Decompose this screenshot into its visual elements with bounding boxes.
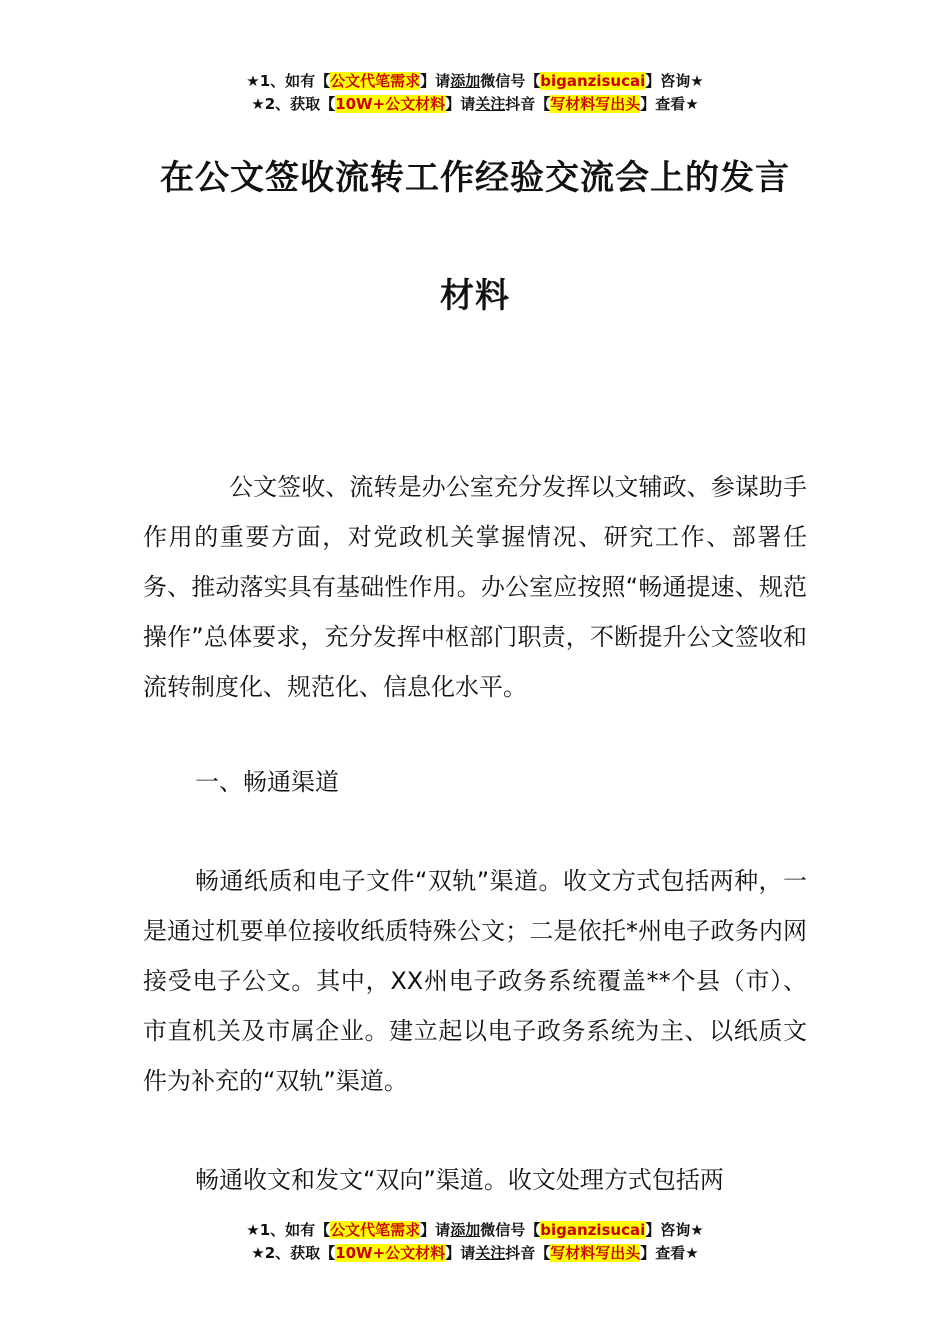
banner-text: 】请 xyxy=(420,1221,451,1239)
banner-highlight: biganzisucai xyxy=(540,72,646,90)
document-title: 在公文签收流转工作经验交流会上的发言 xyxy=(160,158,790,198)
banner-text: ★2、获取【 xyxy=(251,1244,336,1262)
banner-text: 微信号【 xyxy=(480,1221,541,1239)
banner-highlight: 公文代笔需求 xyxy=(330,72,421,90)
document-title-continuation: 材料 xyxy=(440,276,510,316)
banner-text: 微信号【 xyxy=(480,72,541,90)
banner-text: 】请 xyxy=(445,1244,476,1262)
banner-highlight: 写材料写出头 xyxy=(550,1244,641,1262)
banner-text: 】咨询★ xyxy=(645,72,704,90)
banner-underline: 关注 xyxy=(475,1244,506,1262)
banner-line-1 xyxy=(0,1219,950,1242)
banner-highlight: 写材料写出头 xyxy=(550,95,641,113)
banner-text: 】查看★ xyxy=(640,1244,699,1262)
banner-highlight: 10W+公文材料 xyxy=(335,95,446,113)
banner-text: ★1、如有【 xyxy=(246,72,331,90)
body-paragraph: 畅通纸质和电子文件“双轨”渠道。收文方式包括两种，一是通过机要单位接收纸质特殊公文；二是依托*州电子政务内网接受电子公文。其中，XX州电子政务系统覆盖**个县（市）、市直机关及市属企业。建立起以电子政务系统为主、以纸质文件为补充的“双轨”渠道。 xyxy=(143,867,807,1095)
banner-text: 】咨询★ xyxy=(645,1221,704,1239)
banner-line-1 xyxy=(0,70,950,93)
banner-line-2 xyxy=(0,93,950,116)
section-heading: 一、畅通渠道 xyxy=(195,768,339,796)
banner-text: ★1、如有【 xyxy=(246,1221,331,1239)
banner-text: 】查看★ xyxy=(640,95,699,113)
body-paragraph: 畅通收文和发文“双向”渠道。收文处理方式包括两 xyxy=(195,1166,724,1194)
banner-underline: 添加 xyxy=(450,72,481,90)
footer-banner xyxy=(0,1219,950,1265)
banner-text: 】请 xyxy=(445,95,476,113)
banner-underline: 关注 xyxy=(475,95,506,113)
banner-highlight: 公文代笔需求 xyxy=(330,1221,421,1239)
banner-text: 抖音【 xyxy=(505,95,551,113)
banner-text: ★2、获取【 xyxy=(251,95,336,113)
body-paragraph: 公文签收、流转是办公室充分发挥以文辅政、参谋助手作用的重要方面，对党政机关掌握情况、研究工作、部署任务、推动落实具有基础性作用。办公室应按照“畅通提速、规范操作”总体要求，充分发挥中枢部门职责，不断提升公文签收和流转制度化、规范化、信息化水平。 xyxy=(143,473,807,701)
header-banner xyxy=(0,70,950,116)
banner-line-2 xyxy=(0,1242,950,1265)
banner-text: 抖音【 xyxy=(505,1244,551,1262)
banner-underline: 添加 xyxy=(450,1221,481,1239)
banner-text: 】请 xyxy=(420,72,451,90)
banner-highlight: biganzisucai xyxy=(540,1221,646,1239)
banner-highlight: 10W+公文材料 xyxy=(335,1244,446,1262)
